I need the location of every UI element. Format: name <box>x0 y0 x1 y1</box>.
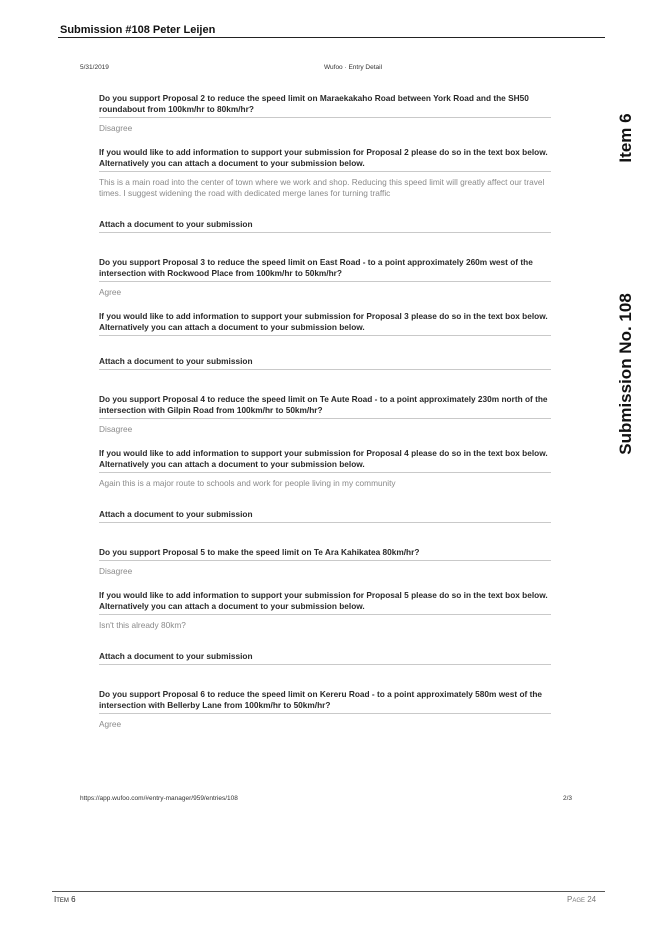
proposal-2-info-answer: This is a main road into the center of town where we work and shop. Reducing this speed limit will greatly affect our travel times. I suggest widening the road with dedicated merge lanes for turning traffic <box>99 177 545 198</box>
print-page-title: Wufoo · Entry Detail <box>324 64 383 71</box>
proposal-5-info-answer: Isn't this already 80km? <box>99 620 186 630</box>
proposal-2-attach[interactable]: Attach a document to your submission <box>99 219 551 233</box>
print-date: 5/31/2019 <box>80 64 109 71</box>
header-divider <box>58 37 605 38</box>
entry-content <box>99 93 551 730</box>
proposal-5-answer: Disagree <box>99 566 133 576</box>
proposal-4-answer: Disagree <box>99 424 133 434</box>
proposal-5-attach[interactable]: Attach a document to your submission <box>99 651 551 665</box>
proposal-6-answer: Agree <box>99 719 122 729</box>
side-label-item: Item 6 <box>616 113 635 163</box>
proposal-4-info-question: If you would like to add information to support your submission for Proposal 4 please do so in the text box below. Alternatively you can attach a document to your submission below. <box>99 448 551 473</box>
footer-item-label: Item 6 <box>54 895 76 904</box>
footer-divider <box>52 891 605 892</box>
proposal-5-question: Do you support Proposal 5 to make the speed limit on Te Ara Kahikatea 80km/hr? <box>99 547 551 561</box>
proposal-2-question: Do you support Proposal 2 to reduce the speed limit on Maraekakaho Road between York Road and the SH50 roundabout from 100km/hr to 80km/hr? <box>99 93 551 118</box>
proposal-4-question: Do you support Proposal 4 to reduce the speed limit on Te Aute Road - to a point approximately 230m north of the intersection with Gilpin Road from 100km/hr to 50km/hr? <box>99 394 551 419</box>
proposal-3-info-question: If you would like to add information to support your submission for Proposal 3 please do so in the text box below. Alternatively you can attach a document to your submission below. <box>99 311 551 336</box>
proposal-6-question: Do you support Proposal 6 to reduce the speed limit on Kereru Road - to a point approximately 580m west of the intersection with Bellerby Lane from 100km/hr to 50km/hr? <box>99 689 551 714</box>
proposal-3-answer: Agree <box>99 287 122 297</box>
proposal-2-info-question: If you would like to add information to support your submission for Proposal 2 please do so in the text box below. Alternatively you can attach a document to your submission below. <box>99 147 551 172</box>
proposal-4-attach[interactable]: Attach a document to your submission <box>99 509 551 523</box>
footer-page-number: Page 24 <box>567 895 597 904</box>
proposal-3-question: Do you support Proposal 3 to reduce the speed limit on East Road - to a point approximately 260m west of the intersection with Rockwood Place from 100km/hr to 50km/hr? <box>99 257 551 282</box>
print-footer-page: 2/3 <box>563 795 573 802</box>
print-footer-url: https://app.wufoo.com/#entry-manager/959/entries/108 <box>80 795 238 802</box>
proposal-4-info-answer: Again this is a major route to schools and work for people living in my community <box>99 478 396 488</box>
proposal-2-answer: Disagree <box>99 123 133 133</box>
side-label-submission: Submission No. 108 <box>616 293 635 455</box>
proposal-5-info-question: If you would like to add information to support your submission for Proposal 5 please do so in the text box below. Alternatively you can attach a document to your submission below. <box>99 590 551 615</box>
proposal-3-attach[interactable]: Attach a document to your submission <box>99 356 551 370</box>
submission-title: Submission #108 Peter Leijen <box>60 24 216 36</box>
